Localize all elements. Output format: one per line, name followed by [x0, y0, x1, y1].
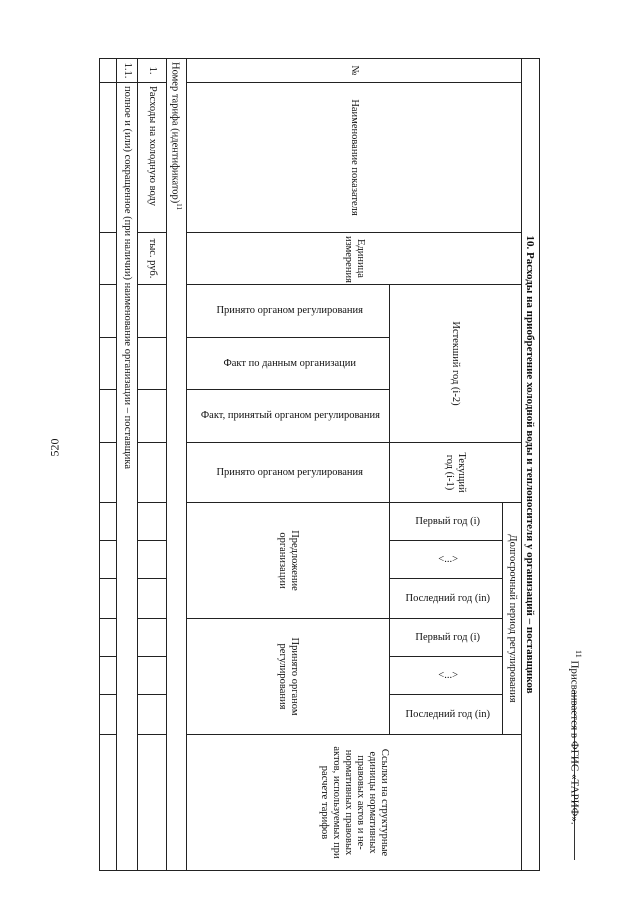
header-past-accepted-by-regulator: Принято органом регулирования: [187, 285, 390, 338]
row-1-cell: [138, 579, 167, 619]
empty-cell: [100, 59, 117, 83]
empty-cell: [100, 657, 117, 695]
footnote-text: Присваивается в ФГИС «ТАРИФ».: [568, 660, 581, 825]
empty-cell: [100, 233, 117, 285]
header-past-year: Истекший год (i-2): [390, 285, 522, 443]
empty-cell: [100, 285, 117, 338]
row-1-cell: [138, 285, 167, 338]
table-title: 10. Расходы на приобретение холодной воды и теплоносителя у организаций – поставщиков: [522, 59, 540, 871]
row-1-number: 1.: [138, 59, 167, 83]
row-1-unit: тыс. руб.: [138, 233, 167, 285]
footnote: [568, 650, 585, 910]
header-unit: Единица измерения: [187, 233, 522, 285]
row-1-cell: [138, 338, 167, 390]
header-number: №: [187, 59, 522, 83]
row-1-1-name: полное и (или) сокращенное (при наличии) наименование организации – поставщика: [117, 83, 138, 871]
row-1-cell: [138, 503, 167, 541]
empty-cell: [100, 735, 117, 871]
header-current-accepted-by-regulator: Принято органом регулирования: [187, 443, 390, 503]
tariff-footnote-mark: 11: [175, 203, 183, 211]
header-proposal-ellipsis: <...>: [390, 541, 503, 579]
row-1-1-number: 1.1.: [117, 59, 138, 83]
header-accepted-last-year: Последний год (in): [390, 695, 503, 735]
row-1-name: Расходы на холодную воду: [138, 83, 167, 233]
row-1-cell: [138, 390, 167, 443]
empty-cell: [100, 83, 117, 233]
header-current-year: Текущий год (i-1): [390, 443, 522, 503]
row-1-cell: [138, 541, 167, 579]
header-accepted-first-year: Первый год (i): [390, 619, 503, 657]
empty-cell: [100, 503, 117, 541]
expenses-table: [100, 58, 541, 871]
header-accepted-by-regulator-long: Принято органом регулирования: [187, 619, 390, 735]
row-1-cell: [138, 695, 167, 735]
header-proposal-first-year: Первый год (i): [390, 503, 503, 541]
row-1-cell: [138, 443, 167, 503]
header-indicator-name: Наименование показателя: [187, 83, 522, 233]
header-past-fact-by-organization: Факт по данным организации: [187, 338, 390, 390]
row-1-cell: [138, 735, 167, 871]
empty-cell: [100, 338, 117, 390]
empty-cell: [100, 579, 117, 619]
header-organization-proposal: Предложение организации: [187, 503, 390, 619]
empty-cell: [100, 390, 117, 443]
empty-cell: [100, 443, 117, 503]
row-1-cell: [138, 619, 167, 657]
header-references: Ссылки на структурные единицы нормативных правовых актов и не-нормативных правовых актов, используемых при расчете тарифов: [187, 735, 522, 871]
landscape-table-container: [100, 58, 540, 870]
header-long-term-period: Долгосрочный период регулирования: [503, 503, 522, 735]
header-past-fact-accepted: Факт, принятый органом регулирования: [187, 390, 390, 443]
footnote-mark: 11: [574, 650, 583, 658]
tariff-number-row: [167, 59, 187, 871]
empty-cell: [100, 619, 117, 657]
header-accepted-ellipsis: <...>: [390, 657, 503, 695]
empty-cell: [100, 695, 117, 735]
tariff-number-label: Номер тарифа (идентификатор): [169, 62, 181, 204]
empty-cell: [100, 541, 117, 579]
row-1-cell: [138, 657, 167, 695]
header-proposal-last-year: Последний год (in): [390, 579, 503, 619]
page-number: 520: [47, 438, 62, 457]
